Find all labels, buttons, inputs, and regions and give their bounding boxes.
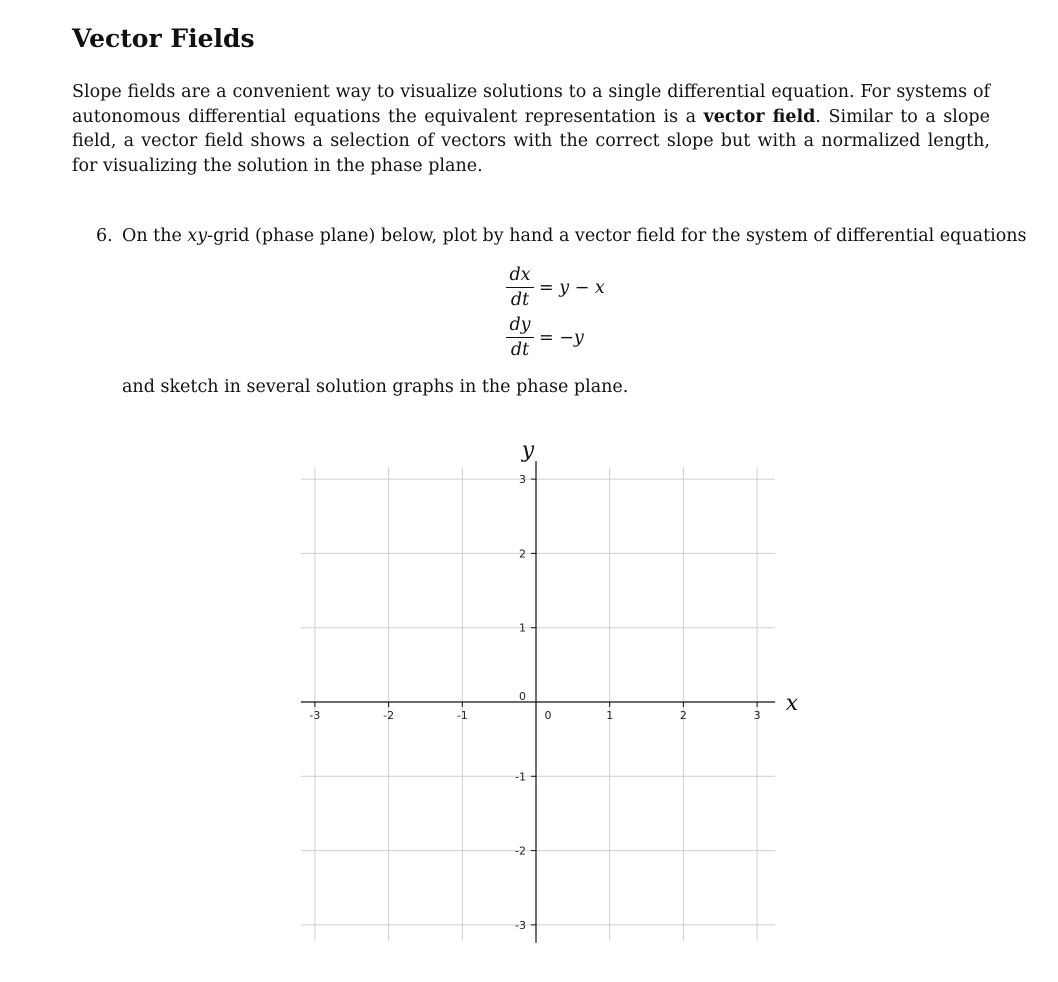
- xy-symbol: xy: [187, 226, 208, 246]
- intro-paragraph: Slope fields are a convenient way to visualize solutions to a single differential equation. For systems of autonomous differential equations the equivalent representation is a vector field. Similar to a slope field, a vector field shows a selection of vectors with the correct slope but with a normalized length, for visualizing the solution in the phase plane.: [72, 82, 990, 176]
- y-tick-label: 1: [519, 621, 526, 635]
- y-tick-label: 3: [519, 473, 526, 487]
- x-tick-label: -3: [309, 709, 321, 722]
- eq1-denominator: dt: [510, 290, 530, 310]
- x-tick-label: 2: [679, 709, 687, 722]
- problem-statement: On the xy-grid (phase plane) below, plot by hand a vector field for the system of differential equations: [122, 226, 1027, 246]
- eq1-rhs: = y − x: [539, 278, 605, 298]
- vector-field-term: vector field: [703, 106, 816, 127]
- y-tick-label: 0: [519, 690, 526, 703]
- x-tick-label: -2: [383, 709, 395, 722]
- eq2-numerator: dy: [509, 315, 531, 335]
- y-tick-label: 2: [519, 547, 526, 561]
- page-title: Vector Fields: [72, 24, 255, 53]
- x-tick-label: -1: [456, 709, 468, 722]
- sketch-instruction: and sketch in several solution graphs in the phase plane.: [122, 377, 629, 397]
- y-tick-label: -1: [515, 770, 526, 784]
- x-tick-label: 0: [544, 709, 552, 722]
- x-axis-label: x: [785, 691, 799, 716]
- problem-number: 6.: [96, 226, 113, 246]
- y-tick-label: -3: [515, 918, 526, 932]
- eq1-numerator: dx: [509, 265, 531, 285]
- eq2-denominator: dt: [510, 340, 530, 360]
- x-tick-label: 1: [606, 709, 614, 722]
- y-axis-label: y: [521, 438, 535, 463]
- y-tick-label: -2: [515, 844, 526, 858]
- eq2-rhs: = −y: [539, 328, 584, 348]
- x-tick-label: 3: [753, 709, 761, 722]
